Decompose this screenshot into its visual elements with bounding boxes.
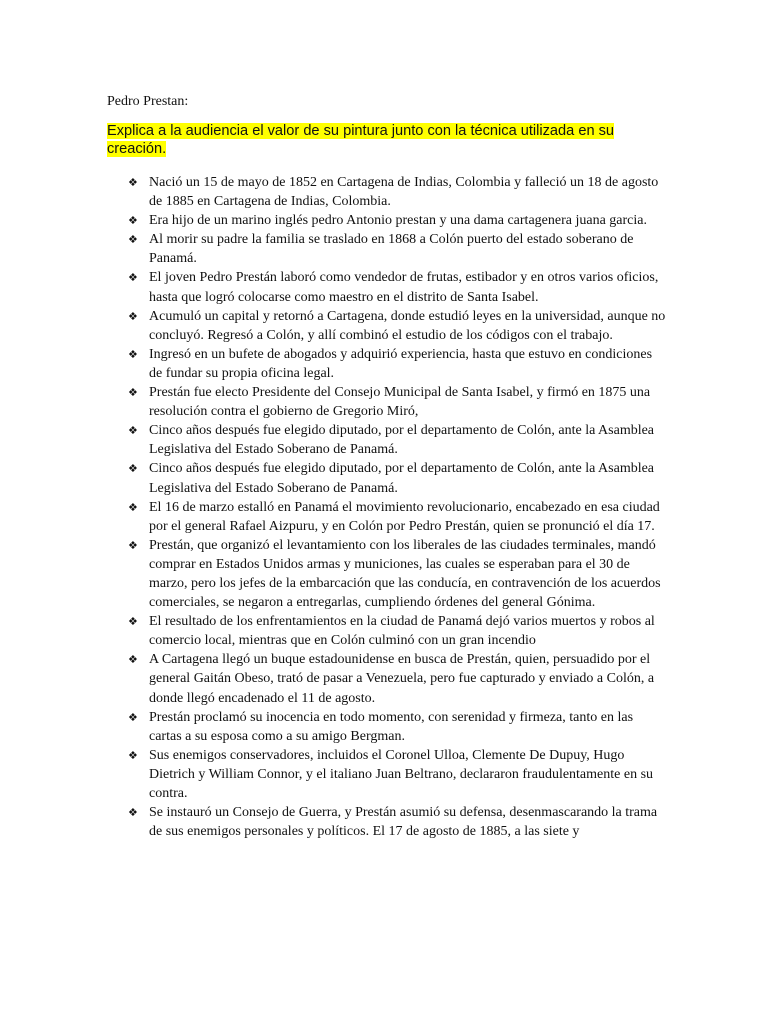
diamond-bullet-icon: ❖: [128, 748, 138, 762]
list-item-text: Cinco años después fue elegido diputado, por el departamento de Colón, ante la Asamblea Legislativa del Estado Soberano de Panamá.: [149, 461, 655, 496]
list-item-text: El resultado de los enfrentamientos en la ciudad de Panamá dejó varios muertos y robos al comercio local, mientras que en Colón culminó con un gran incendio: [149, 614, 655, 649]
list-item: [128, 459, 668, 497]
list-item-text: El 16 de marzo estalló en Panamá el movimiento revolucionario, encabezado en esa ciudad por el general Rafael Aizpuru, y en Colón por Pedro Prestán, quien se pronunció el día 17.: [149, 499, 660, 534]
highlighted-prompt-text: Explica a la audiencia el valor de su pintura junto con la técnica utilizada en su creación.: [107, 123, 615, 157]
list-item: [128, 230, 668, 268]
list-item-text: Acumuló un capital y retornó a Cartagena, donde estudió leyes en la universidad, aunque no concluyó. Regresó a Colón, y allí combinó el estudio de los códigos con el trabajo.: [149, 308, 666, 343]
list-item-text: Se instauró un Consejo de Guerra, y Prestán asumió su defensa, desenmascarando la trama de sus enemigos personales y políticos. El 17 de agosto de 1885, a las siete y: [149, 805, 658, 840]
list-item-text: El joven Pedro Prestán laboró como vendedor de frutas, estibador y en otros varios oficios, hasta que logró colocarse como maestro en el distrito de Santa Isabel.: [149, 270, 659, 305]
diamond-bullet-icon: ❖: [128, 386, 138, 400]
list-item: [128, 746, 668, 803]
diamond-bullet-icon: ❖: [128, 214, 138, 228]
diamond-bullet-icon: ❖: [128, 176, 138, 189]
list-item-text: Cinco años después fue elegido diputado, por el departamento de Colón, ante la Asamblea Legislativa del Estado Soberano de Panamá.: [149, 423, 655, 458]
diamond-bullet-icon: ❖: [128, 653, 138, 667]
diamond-bullet-icon: ❖: [128, 500, 138, 514]
list-item: [128, 345, 668, 383]
list-item: [128, 421, 668, 459]
bullet-list: [128, 173, 668, 841]
list-item-text: Prestán fue electo Presidente del Consejo Municipal de Santa Isabel, y firmó en 1875 una resolución contra el gobierno de Gregorio Miró,: [149, 385, 651, 420]
list-item-text: Era hijo de un marino inglés pedro Antonio prestan y una dama cartagenera juana garcia.: [149, 213, 647, 229]
list-item-text: Ingresó en un bufete de abogados y adquirió experiencia, hasta que estuvo en condiciones de fundar su propia oficina legal.: [149, 346, 653, 381]
list-item: [128, 173, 668, 211]
diamond-bullet-icon: ❖: [128, 615, 138, 629]
list-item: [128, 803, 668, 841]
list-item: [128, 650, 668, 707]
list-item: [128, 383, 668, 421]
document-title: Pedro Prestan:: [107, 94, 189, 109]
list-item: [128, 612, 668, 650]
list-item: [128, 708, 668, 746]
list-item-text: Sus enemigos conservadores, incluidos el Coronel Ulloa, Clemente De Dupuy, Hugo Dietrich y William Connor, y el italiano Juan Beltrano, declararon fraudulentamente en su contra.: [149, 747, 654, 801]
list-item: [128, 498, 668, 536]
highlighted-prompt: [107, 122, 667, 158]
list-item-text: Prestán proclamó su inocencia en todo momento, con serenidad y firmeza, tanto en las cartas a su esposa como a su amigo Bergman.: [149, 709, 634, 744]
diamond-bullet-icon: ❖: [128, 309, 138, 323]
list-item-text: A Cartagena llegó un buque estadounidense en busca de Prestán, quien, persuadido por el general Gaitán Obeso, trató de pasar a Venezuela, pero fue capturado y enviado a Colón, a donde llegó encadenado el 11 de agosto.: [149, 652, 655, 706]
list-item: [128, 536, 668, 612]
diamond-bullet-icon: ❖: [128, 233, 138, 247]
diamond-bullet-icon: ❖: [128, 424, 138, 438]
list-item: [128, 268, 668, 306]
list-item: [128, 211, 668, 230]
diamond-bullet-icon: ❖: [128, 710, 138, 724]
list-item-text: Al morir su padre la familia se traslado en 1868 a Colón puerto del estado soberano de Panamá.: [149, 232, 634, 267]
diamond-bullet-icon: ❖: [128, 347, 138, 361]
diamond-bullet-icon: ❖: [128, 271, 138, 285]
diamond-bullet-icon: ❖: [128, 538, 138, 552]
list-item-text: Prestán, que organizó el levantamiento con los liberales de las ciudades terminales, mandó comprar en Estados Unidos armas y municiones, las cuales se esperaban para el 30 de marzo, pero los jefes de la embarcación que las conducía, en contravención de los acuerdos comerciales, se negaron a entregarlas, cumpliendo órdenes del general Gónima.: [149, 537, 661, 611]
diamond-bullet-icon: ❖: [128, 806, 138, 820]
list-item: [128, 307, 668, 345]
list-item-text: Nació un 15 de mayo de 1852 en Cartagena de Indias, Colombia y falleció un 18 de agosto de 1885 en Cartagena de Indias, Colombia.: [149, 175, 659, 210]
diamond-bullet-icon: ❖: [128, 462, 138, 476]
